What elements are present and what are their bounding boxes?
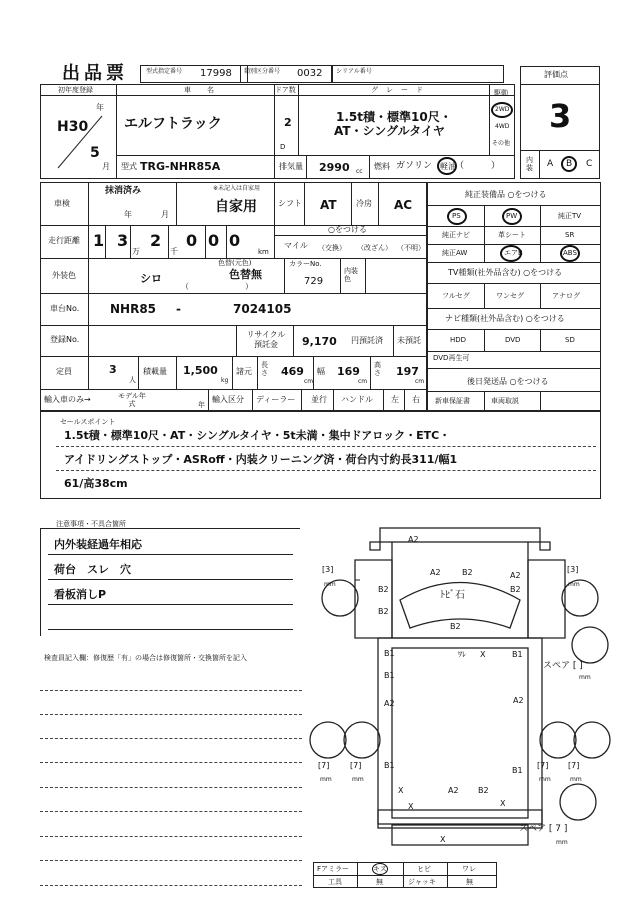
type-no-label: 型式指定番号 (146, 68, 183, 75)
spare-bottom-mm: mm (556, 839, 568, 846)
chassis-prefix: NHR85 (110, 302, 157, 316)
color-no-value: 729 (304, 276, 324, 287)
mark-b2-bottom: B2 (478, 786, 489, 795)
capacity-label: 定員 (56, 367, 72, 376)
displacement-label: 排気量 (279, 162, 303, 171)
tire-fl-depth: [3] (322, 565, 334, 574)
left-label: 左 (391, 395, 399, 404)
load-value: 1,500 (183, 364, 218, 377)
shift-label: シフト (278, 199, 302, 208)
type-no-value: 17998 (200, 68, 232, 79)
serial-no-label: シリアル番号 (336, 68, 372, 75)
interior-grade-a: A (547, 159, 554, 169)
height-unit: cm (415, 378, 425, 385)
interior-grade-c: C (586, 159, 593, 169)
dvd-label: DVD再生可 (433, 354, 470, 362)
fuel-paren: （ ） (455, 161, 501, 171)
mark-x-2: X (500, 799, 506, 808)
length-label: 長さ (261, 361, 268, 377)
details-block (40, 182, 427, 411)
name-label: 車名 (184, 86, 230, 94)
page-title: 出品票 (62, 63, 128, 84)
reg-year: H30 (57, 119, 89, 135)
model-year-label: モデル年式 (118, 392, 146, 409)
recycle-unpaid: 未預託 (397, 336, 421, 345)
color-label: 外装色 (52, 271, 76, 280)
mark-b1-left3: B1 (384, 761, 395, 770)
footer-mirror: Fアミラー (317, 865, 350, 873)
dims-label: 諸元 (236, 367, 252, 376)
tire-rl2-mm: mm (352, 776, 364, 783)
import-class-label: 輸入区分 (212, 395, 244, 404)
mileage-circle-note: ○をつける (328, 225, 367, 234)
recycle-unit: 円預託済 (351, 336, 383, 345)
ac-value: AC (394, 198, 413, 212)
evaluation-label: 評価点 (544, 70, 568, 79)
equip-pw: PW (506, 212, 518, 220)
navi-dvd: DVD (505, 336, 521, 344)
doors-value: 2 (284, 116, 292, 129)
equip-aw: 純正AW (442, 249, 468, 257)
mileage-km: km (258, 248, 269, 256)
recycle-amount: 9,170 (302, 335, 337, 348)
grade-line2: AT・シングルタイヤ (334, 124, 445, 138)
footer-break: ワレ (462, 865, 476, 873)
evaluation-score: 3 (549, 97, 572, 135)
mileage-digit-3: 2 (150, 231, 162, 250)
notes-line3: 看板消しP (54, 588, 107, 601)
drive-label: 駆動 (494, 89, 508, 97)
usage-value: 自家用 (215, 199, 257, 215)
reg-month: 5 (90, 145, 100, 161)
mileage-digit-4: 0 (186, 231, 198, 250)
mileage-digit-2: 3 (117, 231, 129, 250)
footer-jack: ジャッキ (408, 878, 436, 886)
doors-suffix: D (280, 143, 286, 151)
tv-analog: アナログ (552, 292, 580, 300)
doors-label: ドア数 (275, 86, 296, 94)
mark-b2-right: B2 (510, 585, 521, 594)
inspection-label: 車検 (54, 199, 70, 208)
mileage-digit-5: 0 (208, 231, 220, 250)
windshield-label: ﾄﾋﾞ石 (440, 590, 465, 601)
mileage-opt-exchange: （交換） (318, 244, 346, 252)
color-no-label: カラーNo. (289, 260, 322, 268)
chassis-label: 車台No. (50, 304, 80, 313)
orig-color-label: 色替(元色) (218, 259, 252, 267)
drive-4wd: 4WD (495, 123, 510, 130)
mark-a2-left: A2 (384, 699, 395, 708)
footer-tools: 工具 (328, 878, 342, 886)
class-no-value: 0032 (297, 68, 323, 79)
shift-value: AT (320, 198, 337, 212)
grade-line1: 1.5t積・標準10尺・ (336, 110, 452, 124)
spare-top-label: スペア [ ] (543, 661, 583, 671)
width-label: 幅 (317, 367, 325, 376)
equip-navi: 純正ナビ (442, 231, 470, 239)
color-change-paren: （ ） (181, 282, 253, 291)
mark-b2-1: B2 (462, 568, 473, 577)
capacity-unit: 人 (129, 376, 136, 384)
parallel-label: 並行 (311, 395, 327, 404)
width-value: 169 (337, 365, 360, 378)
later-title: 後日発送品 ○をつける (467, 377, 549, 386)
mileage-opt-mile: マイル (284, 241, 308, 250)
import-label: 輸入車のみ→ (44, 395, 91, 404)
first-reg-label: 初年度登録 (58, 86, 93, 94)
chassis-no: 7024105 (233, 302, 292, 316)
interior-label: 内装 (526, 156, 533, 172)
footer-jack-value: 無 (466, 878, 473, 886)
tire-rl1-depth: [7] (318, 761, 330, 770)
drive-2wd: 2WD (495, 106, 510, 113)
mark-b1-left2: B1 (384, 671, 395, 680)
mileage-digit-1: 1 (93, 231, 105, 250)
tire-rl2-depth: [7] (350, 761, 362, 770)
inspection-year-unit: 年 (124, 210, 132, 219)
notes-line1: 内外装経過年相応 (54, 538, 142, 551)
displacement-unit: cc (356, 168, 363, 175)
tire-rr1-depth: [7] (537, 761, 549, 770)
mark-b2-left: B2 (378, 585, 389, 594)
navi-sd: SD (565, 336, 575, 344)
navi-title: ナビ種類(社外品含む) ○をつける (445, 314, 565, 323)
load-unit: kg (221, 377, 229, 384)
fuel-value: ガソリン (396, 161, 433, 171)
length-value: 469 (281, 365, 304, 378)
model-value: TRG-NHR85A (140, 160, 221, 173)
equip-sr: SR (565, 231, 575, 239)
mileage-digit-6: 0 (229, 231, 241, 250)
inspection-note: ※未記入は自家用 (213, 185, 261, 192)
equip-ps: PS (452, 212, 461, 220)
mark-b2-center: B2 (450, 622, 461, 631)
mileage-label: 走行距離 (48, 236, 80, 245)
notes-label: 注意事項・不具合箇所 (56, 520, 126, 528)
vehicle-name: エルフトラック (124, 116, 222, 132)
tire-rr2-mm: mm (570, 776, 582, 783)
mileage-sen: 千 (170, 247, 178, 256)
mark-b1-left: B1 (384, 649, 395, 658)
right-label: 右 (412, 395, 420, 404)
footer-crack: ヒビ (417, 865, 431, 873)
tire-fr-mm: mm (568, 581, 580, 588)
tire-fr-depth: [3] (567, 565, 579, 574)
model-label: 型式 (121, 162, 137, 171)
tire-rl1-mm: mm (320, 776, 332, 783)
sales-point-label: セールスポイント (60, 418, 116, 426)
mark-a2-right: A2 (510, 571, 521, 580)
equip-abs: ABS (563, 249, 577, 257)
regno-label: 登録No. (50, 335, 80, 344)
displacement-value: 2990 (319, 161, 350, 174)
mileage-opt-unknown: （不明） (397, 244, 425, 252)
mark-x-1: X (398, 786, 404, 795)
tv-fullseg: フルセグ (442, 292, 470, 300)
mark-b1-right: B1 (512, 650, 523, 659)
mark-b1-right2: B1 (512, 766, 523, 775)
sales-point-line1: 1.5t積・標準10尺・AT・シングルタイヤ・5t未満・集中ドアロック・ETC・ (64, 429, 451, 442)
dealer-label: ディーラー (256, 395, 296, 404)
mark-x-4: X (440, 835, 446, 844)
mark-x-3: X (408, 802, 414, 811)
inspection-value: 抹消済み (105, 186, 142, 196)
interior-grade-b: B (566, 159, 573, 169)
crack-label: ﾜﾚ (458, 650, 466, 659)
color-value: シロ (140, 272, 162, 285)
drive-other: その他 (492, 140, 511, 147)
length-unit: cm (304, 378, 314, 385)
sales-point-line3: 61/高38cm (64, 477, 128, 490)
inspection-month-unit: 月 (161, 210, 169, 219)
mark-a2-bottom: A2 (448, 786, 459, 795)
capacity-value: 3 (109, 363, 117, 376)
reg-month-unit: 月 (102, 162, 110, 171)
class-no-label: 類別区分番号 (244, 68, 281, 75)
later-manual: 車両取説 (491, 397, 519, 405)
recycle-label: リサイクル預託金 (246, 330, 286, 349)
crack-mark: X (480, 650, 486, 659)
equip-tv: 純正TV (558, 212, 582, 220)
tire-rr1-mm: mm (539, 776, 551, 783)
spare-bottom-label: スペア [ 7 ] (519, 824, 568, 834)
height-value: 197 (396, 365, 419, 378)
fuel-label: 燃料 (374, 162, 390, 171)
sales-point-line2: アイドリングストップ・ASRoff・内装クリーニング済・荷台内寸約長311/幅1 (64, 453, 458, 466)
handle-label: ハンドル (341, 395, 373, 404)
footer-tools-value: 無 (376, 878, 383, 886)
width-unit: cm (358, 378, 368, 385)
fuel-option: 軽油 (440, 162, 456, 171)
color-change-value: 色替無 (229, 268, 262, 281)
tv-oneseg: ワンセグ (496, 292, 524, 300)
ac-label: 冷房 (356, 199, 372, 208)
equip-airbag: エアB (504, 249, 523, 257)
tire-fl-mm: mm (324, 581, 336, 588)
inspector-label: 検査員記入欄：修復歴「有」の場合は修復箇所・交換箇所を記入 (44, 654, 247, 662)
reg-year-unit: 年 (96, 103, 104, 112)
notes-line2: 荷台 スレ 穴 (54, 563, 131, 576)
grade-label: グレード (371, 86, 431, 94)
chassis-dash: - (176, 302, 181, 316)
mark-b2-left2: B2 (378, 607, 389, 616)
mileage-opt-modified: （改ざん） (357, 244, 392, 252)
load-label: 積載量 (143, 367, 167, 376)
mark-a2-2: A2 (430, 568, 441, 577)
model-year-unit: 年 (198, 401, 205, 409)
mileage-man: 万 (132, 247, 140, 256)
height-label: 高さ (374, 361, 381, 377)
footer-scratch: キズ (373, 865, 387, 873)
tv-title: TV種類(社外品含む) ○をつける (448, 268, 563, 277)
later-warranty: 新車保証書 (435, 397, 470, 405)
spare-top-mm: mm (579, 674, 591, 681)
equipment-title: 純正装備品 ○をつける (465, 190, 547, 199)
equip-leather: 革シート (498, 231, 526, 239)
mark-top-a2: A2 (408, 535, 419, 544)
mark-a2-right2: A2 (513, 696, 524, 705)
navi-hdd: HDD (450, 336, 467, 344)
int-color-label: 内装色 (344, 267, 358, 284)
tire-rr2-depth: [7] (568, 761, 580, 770)
